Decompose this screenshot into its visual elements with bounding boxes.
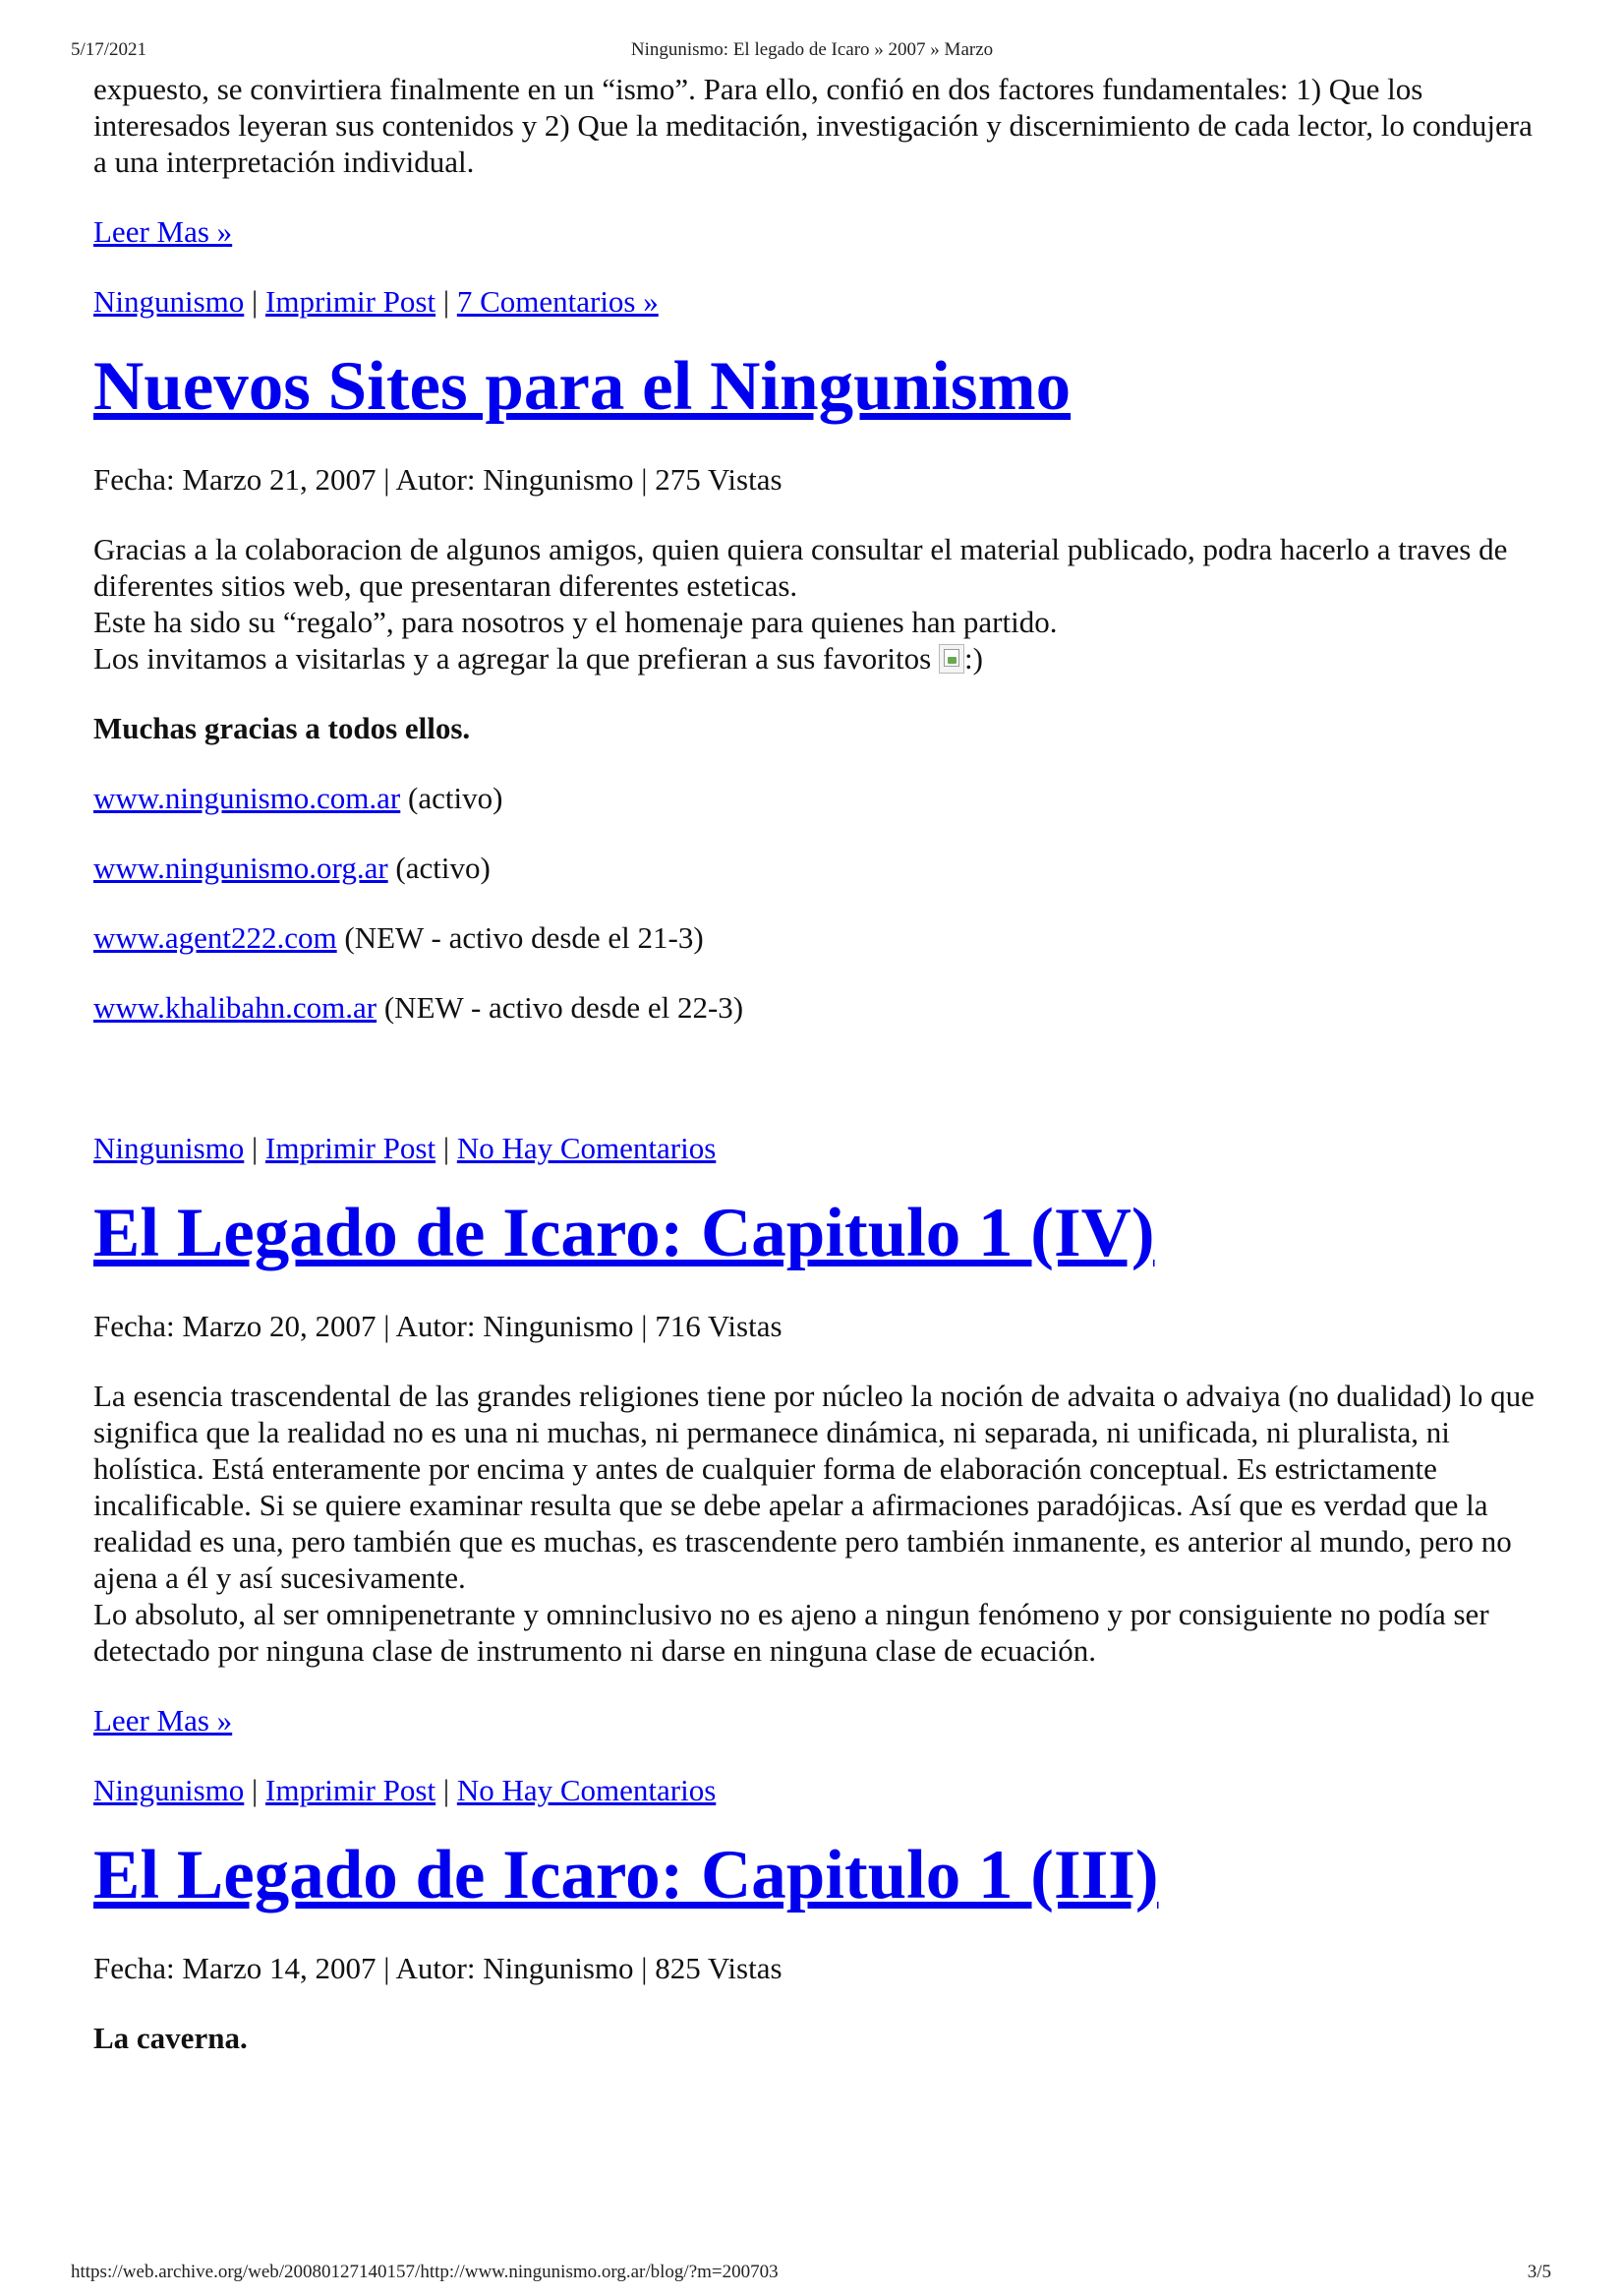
separator: | bbox=[442, 1773, 450, 1807]
site-line bbox=[93, 989, 1548, 1026]
post-title bbox=[93, 1836, 1548, 1914]
separator: | bbox=[442, 1131, 450, 1165]
read-more-link[interactable]: Leer Mas » bbox=[93, 1703, 233, 1737]
site-link[interactable]: www.ningunismo.org.ar bbox=[93, 851, 388, 885]
category-link[interactable]: Ningunismo bbox=[93, 1131, 245, 1165]
post-title bbox=[93, 1194, 1548, 1272]
print-page-title: Ningunismo: El legado de Icaro » 2007 » Marzo bbox=[630, 39, 994, 60]
site-line bbox=[93, 919, 1548, 956]
post-body bbox=[93, 1378, 1548, 1669]
post-body-line: Gracias a la colaboracion de algunos amigos, quien quiera consultar el material publicado, podra hacerlo a traves de diferentes sitios web, que presentaran diferentes esteticas. bbox=[93, 532, 1508, 603]
post-meta: Fecha: Marzo 21, 2007 | Autor: Ningunismo | 275 Vistas bbox=[93, 462, 783, 497]
site-note: (NEW - activo desde el 22-3) bbox=[383, 990, 744, 1025]
print-post-link[interactable]: Imprimir Post bbox=[265, 1773, 436, 1807]
site-line bbox=[93, 780, 1548, 816]
post-links bbox=[93, 1130, 1548, 1166]
site-note: (NEW - activo desde el 21-3) bbox=[344, 920, 704, 955]
intro-paragraph: expuesto, se convirtiera finalmente en un “ismo”. Para ello, confió en dos factores fundamentales: 1) Que los interesados leyeran sus contenidos y 2) Que la meditación, investigación y discernimiento de cada lector, lo condujera a una interpretación individual. bbox=[93, 72, 1533, 179]
print-page-number: 3/5 bbox=[1527, 2262, 1551, 2282]
category-link[interactable]: Ningunismo bbox=[93, 284, 245, 319]
site-link[interactable]: www.khalibahn.com.ar bbox=[93, 990, 377, 1025]
smiley-alt-text: :) bbox=[963, 641, 983, 676]
post-body-line: Este ha sido su “regalo”, para nosotros y el homenaje para quienes han partido. bbox=[93, 605, 1058, 639]
post-meta: Fecha: Marzo 20, 2007 | Autor: Ningunismo | 716 Vistas bbox=[93, 1309, 783, 1343]
post-body-line: Los invitamos a visitarlas y a agregar la que prefieran a sus favoritos bbox=[93, 641, 932, 676]
separator: | bbox=[252, 1131, 259, 1165]
category-link[interactable]: Ningunismo bbox=[93, 1773, 245, 1807]
print-post-link[interactable]: Imprimir Post bbox=[265, 284, 436, 319]
site-link[interactable]: www.agent222.com bbox=[93, 920, 337, 955]
blog-content bbox=[93, 71, 1548, 2056]
site-link[interactable]: www.ningunismo.com.ar bbox=[93, 781, 401, 815]
separator: | bbox=[252, 1773, 259, 1807]
print-url: https://web.archive.org/web/20080127140157/http://www.ningunismo.org.ar/blog/?m=200703 bbox=[71, 2262, 779, 2282]
post-title-link[interactable]: El Legado de Icaro: Capitulo 1 (IV) bbox=[93, 1195, 1155, 1271]
site-line bbox=[93, 850, 1548, 886]
print-post-link[interactable]: Imprimir Post bbox=[265, 1131, 436, 1165]
separator: | bbox=[252, 284, 259, 319]
post-body-line: Lo absoluto, al ser omnipenetrante y omninclusivo no es ajeno a ningun fenómeno y por consiguiente no podía ser detectado por ninguna clase de instrumento ni darse en ninguna clase de ecuación. bbox=[93, 1597, 1489, 1668]
comments-link[interactable]: No Hay Comentarios bbox=[456, 1131, 717, 1165]
site-note: (activo) bbox=[395, 851, 491, 885]
smiley-icon bbox=[939, 644, 964, 674]
post-subheading: La caverna. bbox=[93, 2021, 248, 2055]
comments-link[interactable]: No Hay Comentarios bbox=[456, 1773, 717, 1807]
print-date: 5/17/2021 bbox=[71, 39, 147, 60]
post-title bbox=[93, 347, 1548, 426]
read-more-link[interactable]: Leer Mas » bbox=[93, 214, 233, 249]
post-body bbox=[93, 531, 1548, 677]
post-title-link[interactable]: Nuevos Sites para el Ningunismo bbox=[93, 348, 1072, 425]
post-meta: Fecha: Marzo 14, 2007 | Autor: Ningunismo | 825 Vistas bbox=[93, 1951, 783, 1985]
post-links bbox=[93, 1772, 1548, 1808]
separator: | bbox=[442, 284, 450, 319]
post-links bbox=[93, 283, 1548, 320]
thanks-text: Muchas gracias a todos ellos. bbox=[93, 711, 471, 745]
post-body-line: La esencia trascendental de las grandes religiones tiene por núcleo la noción de advaita o advaiya (no dualidad) lo que significa que la realidad no es una ni muchas, ni permanece dinámica, ni separada, ni unificada, ni pluralista, ni holística. Está enteramente por encima y antes de cualquier forma de elaboración conceptual. Es estrictamente incalificable. Si se quiere examinar resulta que se debe apelar a afirmaciones paradójicas. Así que es verdad que la realidad es una, pero también que es muchas, es trascendente pero también inmanente, es anterior al mundo, pero no ajena a él y así sucesivamente. bbox=[93, 1379, 1535, 1595]
site-note: (activo) bbox=[408, 781, 503, 815]
post-title-link[interactable]: El Legado de Icaro: Capitulo 1 (III) bbox=[93, 1837, 1159, 1913]
comments-link[interactable]: 7 Comentarios » bbox=[456, 284, 659, 319]
